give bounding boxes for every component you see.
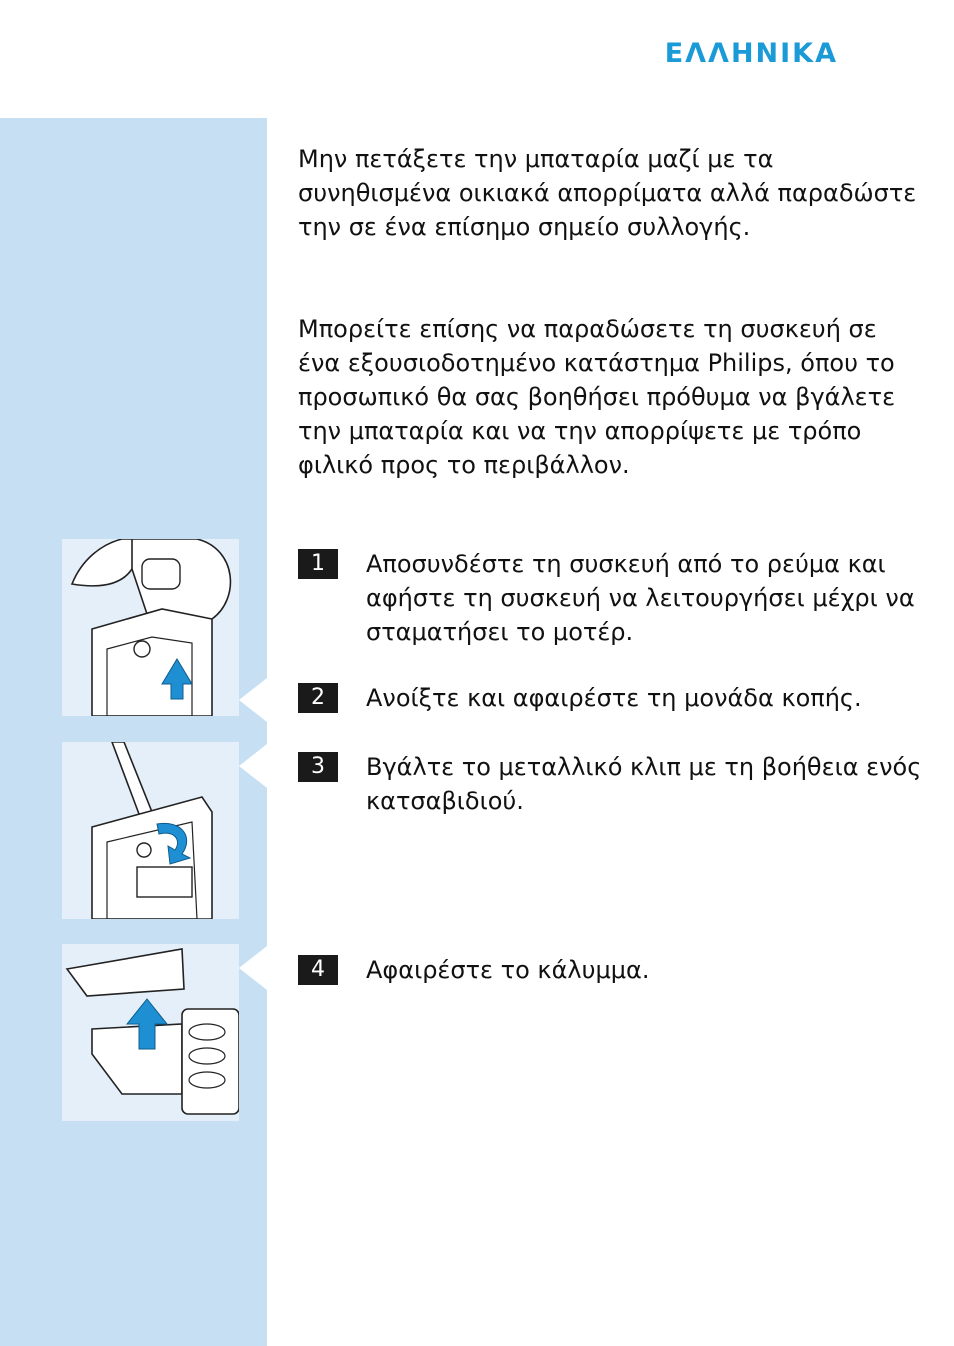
step-text: Αποσυνδέστε τη συσκευή από το ρεύμα και αφήστε τη συσκευή να λειτουργήσει μέχρι να σταματήσει το μοτέρ.	[366, 550, 915, 646]
pointer-illustration-3	[239, 946, 267, 990]
illustration-remove-clip	[62, 742, 239, 919]
step-text: Αφαιρέστε το κάλυμμα.	[366, 956, 650, 984]
step-number: 4	[298, 955, 338, 985]
illustration-open-shaver	[62, 539, 239, 716]
step-number: 1	[298, 549, 338, 579]
pointer-illustration-1	[239, 678, 267, 722]
pointer-illustration-2	[239, 744, 267, 788]
illustration-remove-cover	[62, 944, 239, 1121]
service-center-paragraph: Μπορείτε επίσης να παραδώσετε τη συσκευή σε ένα εξουσιοδοτημένο κατάστημα Philips, όπου το προσωπικό θα σας βοηθήσει πρόθυμα να βγάλετε την μπαταρία και να την απορρίψετε με τρόπο φιλικό προς το περιβάλλον.	[298, 315, 896, 479]
sidebar-panel	[0, 118, 267, 1346]
shaver-open-drawing	[62, 539, 239, 716]
language-header: ΕΛΛΗΝΙΚΑ	[664, 38, 838, 69]
step-number: 3	[298, 752, 338, 782]
cover-removal-drawing	[62, 944, 239, 1121]
battery-disposal-paragraph: Μην πετάξετε την μπαταρία μαζί με τα συνηθισμένα οικιακά απορρίματα αλλά παραδώστε την σε ένα επίσημο σημείο συλλογής.	[298, 145, 917, 241]
step-number: 2	[298, 683, 338, 713]
step-text: Ανοίξτε και αφαιρέστε τη μονάδα κοπής.	[366, 684, 862, 712]
screwdriver-clip-drawing	[62, 742, 239, 919]
step-text: Βγάλτε το μεταλλικό κλιπ με τη βοήθεια ενός κατσαβιδιού.	[366, 753, 922, 815]
